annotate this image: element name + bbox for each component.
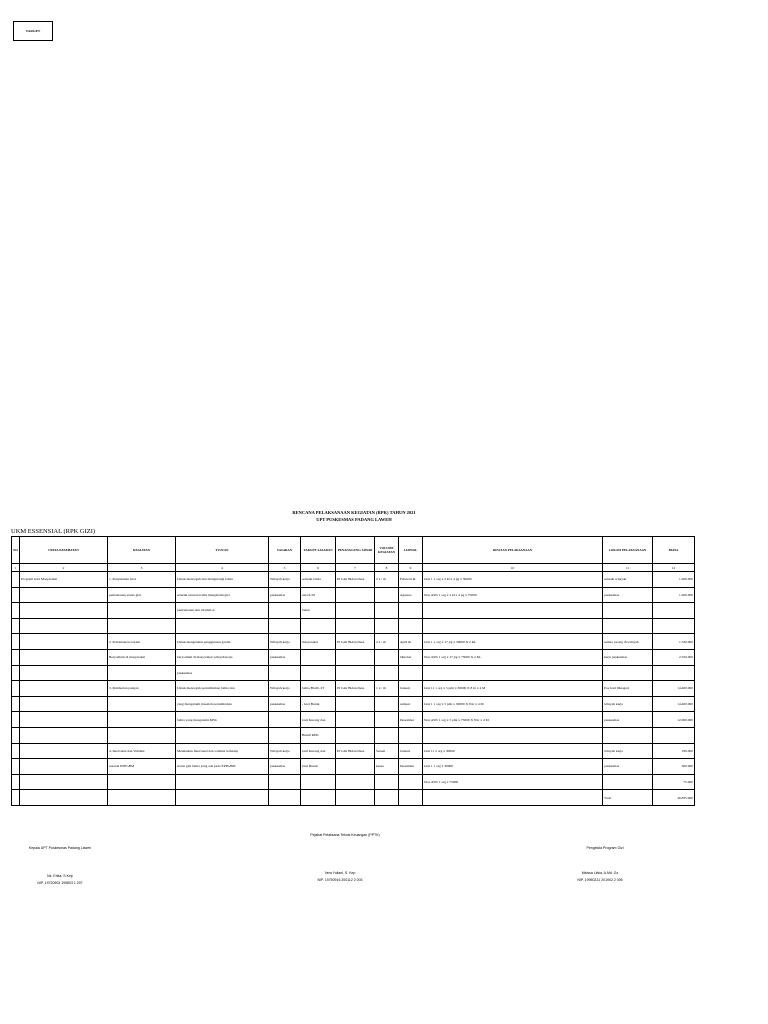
cell-sasaran (269, 727, 301, 743)
header-kegiatan: KEGIATAN (108, 537, 176, 564)
cell-jadwal (399, 790, 423, 806)
cell-target: seluruh balita (301, 572, 336, 588)
pptk-nip: NIP. 19750916 200112 2 003 (317, 878, 363, 882)
table-row (12, 790, 695, 806)
cell-no (12, 587, 20, 603)
cell-target: usia 6-59 (301, 587, 336, 603)
cell-target (301, 774, 336, 790)
cell-sasaran (269, 712, 301, 728)
col-number: 5 (269, 564, 301, 572)
header-tujuan: TUJUAN (176, 537, 269, 564)
cell-biaya: 14.400.000 (653, 681, 695, 697)
cell-lokasi: wilayah kerja (603, 743, 653, 759)
cell-pj: PJ Gizi Bidan Desa (336, 634, 375, 650)
cell-lokasi: puskesmas (603, 712, 653, 728)
cell-target (301, 618, 336, 634)
cell-lokasi: kerja puskesmas (603, 649, 653, 665)
cell-biaya: 2.550.000 (653, 649, 695, 665)
cell-biaya (653, 618, 695, 634)
cell-volume: Sesuai (375, 743, 399, 759)
cell-volume: 2 x / th (375, 572, 399, 588)
cell-upaya (20, 603, 108, 619)
cell-upaya (20, 587, 108, 603)
cell-kegiatan: 2. Pemantauan Garam (108, 634, 176, 650)
cell-upaya (20, 681, 108, 697)
cell-pj: PJ Gizi Bidan Desa (336, 681, 375, 697)
cell-tujuan: yang mengalami masalah pertumbuhan (176, 696, 269, 712)
cell-lokasi (603, 618, 653, 634)
cell-kegiatan (108, 665, 176, 681)
cell-volume (375, 712, 399, 728)
cell-jadwal: April & (399, 634, 423, 650)
cell-no (12, 712, 20, 728)
cell-biaya: 75.000 (653, 774, 695, 790)
cell-pj (336, 712, 375, 728)
cell-volume (375, 665, 399, 681)
cell-no (12, 649, 20, 665)
cell-pj (336, 759, 375, 775)
header-volume: VOLUME KEGIATAN (375, 537, 399, 564)
cell-kegiatan (108, 727, 176, 743)
cell-target: Gizi Kurang dan (301, 743, 336, 759)
cell-rincian: Non ASN 1 org x 5 pmt x 75000 X 8 hr x 4 M (423, 712, 603, 728)
cell-tujuan (176, 727, 269, 743)
header-lokasi: LOKASI PELAKSANAAN (603, 537, 653, 564)
cell-no (12, 759, 20, 775)
cell-volume: 1 x / th (375, 681, 399, 697)
cell-pj (336, 696, 375, 712)
cell-volume (375, 649, 399, 665)
cell-tujuan: puskesmas (176, 665, 269, 681)
cell-jadwal (399, 603, 423, 619)
cell-volume (375, 774, 399, 790)
cell-no (12, 727, 20, 743)
cell-tujuan: seluruh sasaran balita mengalami gizi (176, 587, 269, 603)
table-row (12, 649, 695, 665)
rpk-table (11, 536, 695, 806)
cell-target: Bumil KEK (301, 727, 336, 743)
cell-lokasi: Pos Gizi Dinagari (603, 681, 653, 697)
header-biaya: BIAYA (653, 537, 695, 564)
cell-pj: PJ Gizi Bidan Desa (336, 743, 375, 759)
cell-target: masyarakat (301, 634, 336, 650)
col-number: 3 (108, 564, 176, 572)
section-label: UKM ESSENSIAL (RPK GIZI) (11, 528, 96, 535)
cell-tujuan (176, 790, 269, 806)
cell-upaya (20, 790, 108, 806)
cell-rincian (423, 618, 603, 634)
cell-tujuan: Untuk mencegah pertumbuhan balita dan (176, 681, 269, 697)
kepala-title: Kepala UPT Puskesmas Padang Laweh (28, 846, 92, 850)
table-row (12, 696, 695, 712)
document-subtitle: UPT PUSKESMAS PADANG LAWEH (316, 517, 392, 522)
table-header-row (12, 537, 695, 564)
pptk-name: Vera Yuliani, S. Kep (324, 871, 356, 875)
cell-upaya (20, 759, 108, 775)
cell-sasaran: puskesmas (269, 696, 301, 712)
cell-upaya (20, 743, 108, 759)
table-row (12, 727, 695, 743)
cell-pj (336, 790, 375, 806)
cell-tujuan: Melakukan Intervensi dan validasi terhadap (176, 743, 269, 759)
cell-lokasi (603, 774, 653, 790)
cell-rincian: Gizi 11 2 org x 30000 (423, 743, 603, 759)
cell-tujuan: Untuk mencegah dan mengurangi balita (176, 572, 269, 588)
cell-lokasi: wilayah kerja (603, 696, 653, 712)
cell-biaya: 300.000 (653, 759, 695, 775)
cell-target (301, 649, 336, 665)
col-number: 4 (176, 564, 269, 572)
cell-biaya: 1.200.000 (653, 572, 695, 588)
cell-target: balita BGM, 2T (301, 681, 336, 697)
cell-sasaran: Wilayah kerja (269, 572, 301, 588)
cell-volume (375, 790, 399, 806)
cell-lokasi (603, 603, 653, 619)
cell-target: Gizi Buruk (301, 759, 336, 775)
col-number: 7 (336, 564, 375, 572)
header-rincian: RINCIAN PELAKSANAAN (423, 537, 603, 564)
cell-volume (375, 587, 399, 603)
cell-kegiatan (108, 790, 176, 806)
cell-upaya: Program Gizi Masyarakat (20, 572, 108, 588)
col-number: 12 (653, 564, 695, 572)
cell-no (12, 681, 20, 697)
cell-target (301, 665, 336, 681)
cell-pj: PJ Gizi Bidan Desa (336, 572, 375, 588)
header-no: NO (12, 537, 20, 564)
cell-tujuan (176, 774, 269, 790)
cell-lokasi: seluruh wilayah (603, 572, 653, 588)
table-row (12, 759, 695, 775)
cell-no (12, 603, 20, 619)
cell-upaya (20, 665, 108, 681)
cell-volume: kasus (375, 759, 399, 775)
cell-sasaran (269, 774, 301, 790)
kepala-name: Ns. Erika, S.Kep (47, 874, 73, 878)
cell-sasaran (269, 790, 301, 806)
cell-no (12, 696, 20, 712)
cell-biaya: 14.400.000 (653, 696, 695, 712)
cell-biaya: 12.000.000 (653, 712, 695, 728)
cell-pj (336, 618, 375, 634)
cell-rincian (423, 603, 603, 619)
cell-pj (336, 774, 375, 790)
cell-jadwal: Oktober (399, 649, 423, 665)
cell-jadwal (399, 618, 423, 634)
pengelola-name: Meissa Lifsia, A.Md. Gz (581, 871, 619, 875)
cell-sasaran: puskesmas (269, 649, 301, 665)
cell-kegiatan (108, 696, 176, 712)
cell-target (301, 790, 336, 806)
table-row (12, 634, 695, 650)
cell-tujuan (176, 618, 269, 634)
cell-kegiatan (108, 774, 176, 790)
target-tag-box: TARGET (13, 21, 53, 41)
cell-rincian: Gizi 1 1 org x 17 jrg x 30000 X 2 KL (423, 634, 603, 650)
cell-jadwal: Desember (399, 759, 423, 775)
table-row (12, 572, 695, 588)
cell-target: Gizi Kurang dan (301, 712, 336, 728)
cell-sasaran: puskesmas (269, 587, 301, 603)
cell-jadwal (399, 665, 423, 681)
cell-sasaran: Wilayah kerja (269, 634, 301, 650)
cell-rincian: Gizi 1 1 org x 30000 (423, 759, 603, 775)
table-row (12, 712, 695, 728)
cell-tujuan: beryodium di masyarakat wilayah kerja (176, 649, 269, 665)
cell-kegiatan: 4. Intervensi dan Validasi (108, 743, 176, 759)
col-number: 10 (423, 564, 603, 572)
cell-upaya (20, 696, 108, 712)
table-row (12, 774, 695, 790)
cell-lokasi: puskesmas (603, 759, 653, 775)
cell-kegiatan: pemantauan status gizi (108, 587, 176, 603)
cell-no (12, 790, 20, 806)
pengelola-nip: NIP. 19950221 201902 2 005 (577, 878, 623, 882)
table-row (12, 681, 695, 697)
table-row (12, 603, 695, 619)
cell-tujuan: pemantauan dan vitamin A (176, 603, 269, 619)
cell-pj (336, 649, 375, 665)
col-number: 6 (301, 564, 336, 572)
table-row (12, 587, 695, 603)
cell-jadwal: Januari (399, 681, 423, 697)
cell-no (12, 774, 20, 790)
cell-jadwal (399, 774, 423, 790)
document-title: RENCANA PELAKSANAAN KEGIATAN (RPK) TAHUN 2021 (292, 510, 416, 515)
cell-biaya: 1.200.000 (653, 587, 695, 603)
cell-jadwal: Desember (399, 712, 423, 728)
cell-tujuan: balita yang mengalami KEK (176, 712, 269, 728)
cell-pj (336, 587, 375, 603)
cell-sasaran: puskesmas (269, 759, 301, 775)
cell-rincian (423, 790, 603, 806)
cell-kegiatan: Beryodium di masyarakat (108, 649, 176, 665)
cell-upaya (20, 727, 108, 743)
cell-rincian: Gizi 11 1 org x 5 pmt x 30000 X 8 hr x 4 M (423, 681, 603, 697)
cell-sasaran: Wilayah kerja (269, 681, 301, 697)
cell-volume (375, 603, 399, 619)
col-number: 8 (375, 564, 399, 572)
cell-tujuan: Untuk mengetahui penggunaan garam (176, 634, 269, 650)
cell-lokasi: Total (603, 790, 653, 806)
table-body (12, 572, 695, 806)
cell-jadwal (399, 727, 423, 743)
cell-biaya: 1.530.000 (653, 634, 695, 650)
cell-kegiatan: 3. Pemberian pangan (108, 681, 176, 697)
cell-volume (375, 727, 399, 743)
cell-jadwal: Januari (399, 743, 423, 759)
cell-volume (375, 618, 399, 634)
cell-upaya (20, 774, 108, 790)
cell-lokasi: semua jorong di wilayah (603, 634, 653, 650)
cell-target: bulan (301, 603, 336, 619)
pptk-title: Pejabat Pelaksana Teknis Keuangan (PPTK) (310, 833, 380, 837)
header-jadwal: JADWAL (399, 537, 423, 564)
column-number-row (12, 564, 695, 572)
col-number: 11 (603, 564, 653, 572)
cell-pj (336, 665, 375, 681)
cell-biaya (653, 665, 695, 681)
cell-upaya (20, 649, 108, 665)
cell-kegiatan (108, 603, 176, 619)
cell-target: , Gizi Buruk (301, 696, 336, 712)
cell-upaya (20, 634, 108, 650)
cell-volume (375, 696, 399, 712)
kepala-nip: NIP. 19720903 199803 1 007 (37, 881, 83, 885)
header-target: TARGET SASARAN (301, 537, 336, 564)
cell-biaya: 46.835.000 (653, 790, 695, 806)
cell-kegiatan (108, 712, 176, 728)
cell-rincian: Non ASN 1 org x 2 kl x 4 pg x 75000 (423, 587, 603, 603)
cell-jadwal: Februari & (399, 572, 423, 588)
cell-lokasi: puskesmas (603, 587, 653, 603)
table-row (12, 743, 695, 759)
cell-jadwal: sampai (399, 696, 423, 712)
table-row (12, 618, 695, 634)
header-pj: PENANGGUNG JAWAB (336, 537, 375, 564)
cell-rincian: Non ASN 1 org x 75000 (423, 774, 603, 790)
cell-upaya (20, 618, 108, 634)
cell-sasaran (269, 618, 301, 634)
cell-rincian: Gizi 1 1 org x 2 kl x 4 pg x 30000 (423, 572, 603, 588)
table-row (12, 665, 695, 681)
header-sasaran: SASARAN (269, 537, 301, 564)
cell-sasaran: Wilayah kerja (269, 743, 301, 759)
col-number: 1 (12, 564, 20, 572)
cell-kegiatan: 1. Penyuluhan Gizi (108, 572, 176, 588)
col-number: 2 (20, 564, 108, 572)
cell-biaya (653, 603, 695, 619)
cell-no (12, 743, 20, 759)
pengelola-title: Pengelola Program Gizi (586, 846, 624, 850)
cell-no (12, 618, 20, 634)
cell-jadwal: Agustus (399, 587, 423, 603)
cell-no (12, 572, 20, 588)
cell-pj (336, 603, 375, 619)
cell-no (12, 634, 20, 650)
cell-kegiatan (108, 618, 176, 634)
cell-sasaran (269, 665, 301, 681)
header-upaya: UPAYA KESEHATAN (20, 537, 108, 564)
cell-rincian (423, 727, 603, 743)
cell-sasaran (269, 603, 301, 619)
cell-volume: 2 x / th (375, 634, 399, 650)
cell-rincian: Non ASN 1 org x 17 jrg x 75000 X 2 KL (423, 649, 603, 665)
cell-no (12, 665, 20, 681)
col-number: 9 (399, 564, 423, 572)
cell-lokasi (603, 727, 653, 743)
cell-rincian (423, 665, 603, 681)
cell-pj (336, 727, 375, 743)
cell-tujuan: status gizi balita yang ada pada EPPGBM (176, 759, 269, 775)
cell-kegiatan: sasaran EPPGBM (108, 759, 176, 775)
cell-biaya (653, 727, 695, 743)
cell-upaya (20, 712, 108, 728)
cell-lokasi (603, 665, 653, 681)
cell-rincian: Gizi 1 1 org x 5 pmt x 30000 X 8 hr x 4 M (423, 696, 603, 712)
cell-biaya: 180.000 (653, 743, 695, 759)
